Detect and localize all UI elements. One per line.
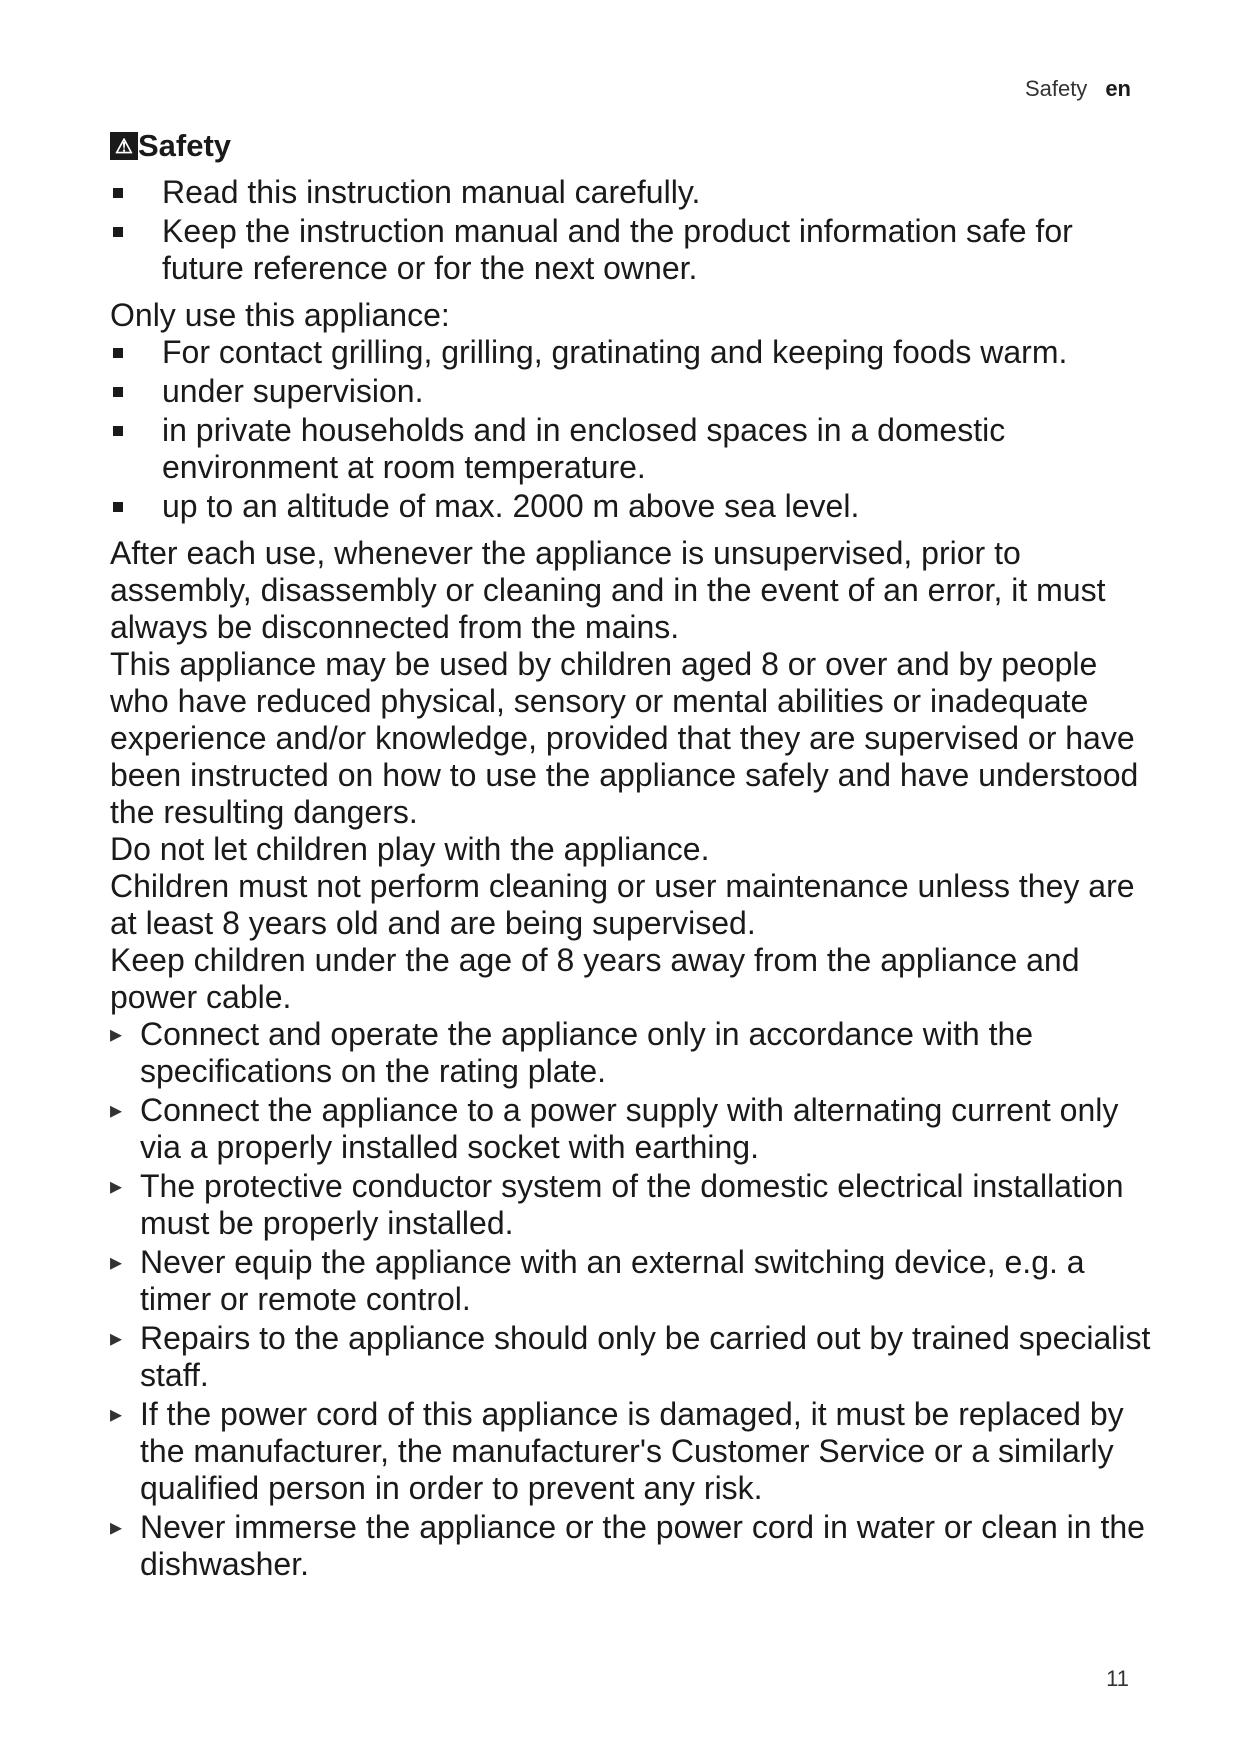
list-item: in private households and in enclosed spaces in a domestic environment at room temperature. xyxy=(110,412,1160,486)
list-item: ▸ Never equip the appliance with an external switching device, e.g. a timer or remote control. xyxy=(110,1244,1160,1318)
paragraph-children-use: This appliance may be used by children aged 8 or over and by people who have reduced physical, sensory or mental abilities or inadequate experience and/or knowledge, provided that they are supervised or have been instructed on how to use the appliance safely and have understood the resulting dangers. xyxy=(110,646,1139,830)
list-item: ▸ If the power cord of this appliance is damaged, it must be replaced by the manufacturer, the manufacturer's Customer Service or a similarly qualified person in order to prevent any risk. xyxy=(110,1396,1160,1507)
list-item: For contact grilling, grilling, gratinating and keeping foods warm. xyxy=(110,334,1160,371)
use-intro: Only use this appliance: xyxy=(110,297,450,333)
paragraph-cleaning: Children must not perform cleaning or user maintenance unless they are at least 8 years old and are being supervised. xyxy=(110,868,1135,941)
list-item: ▸ The protective conductor system of the domestic electrical installation must be properly installed. xyxy=(110,1168,1160,1242)
list-item: ▸ Never immerse the appliance or the power cord in water or clean in the dishwasher. xyxy=(110,1509,1160,1583)
use-conditions-list xyxy=(110,334,1160,525)
list-item: ▸ Repairs to the appliance should only be carried out by trained specialist staff. xyxy=(110,1320,1160,1394)
list-item: ▸ Connect the appliance to a power supply with alternating current only via a properly installed socket with earthing. xyxy=(110,1092,1160,1166)
paragraph-disconnect: After each use, whenever the appliance is unsupervised, prior to assembly, disassembly or cleaning and in the event of an error, it must always be disconnected from the mains. xyxy=(110,535,1106,645)
list-item: Read this instruction manual carefully. xyxy=(110,174,1160,211)
paragraph-keep-away: Keep children under the age of 8 years away from the appliance and power cable. xyxy=(110,942,1080,1015)
read-manual-list xyxy=(110,174,1160,287)
list-item: under supervision. xyxy=(110,373,1160,410)
header-language: en xyxy=(1105,76,1131,101)
page-number: 11 xyxy=(1106,1666,1129,1691)
list-item: Keep the instruction manual and the product information safe for future reference or for the next owner. xyxy=(110,213,1160,287)
warning-icon: ⚠ xyxy=(110,132,138,160)
paragraph-no-play: Do not let children play with the appliance. xyxy=(110,831,710,867)
section-heading xyxy=(110,128,1160,164)
page-content xyxy=(110,128,1160,1585)
running-header xyxy=(1025,76,1131,102)
instruction-list xyxy=(110,1016,1160,1583)
list-item: up to an altitude of max. 2000 m above sea level. xyxy=(110,488,1160,525)
header-section: Safety xyxy=(1024,76,1088,101)
list-item: ▸ Connect and operate the appliance only in accordance with the specifications on the rating plate. xyxy=(110,1016,1160,1090)
section-title: Safety xyxy=(138,128,232,163)
